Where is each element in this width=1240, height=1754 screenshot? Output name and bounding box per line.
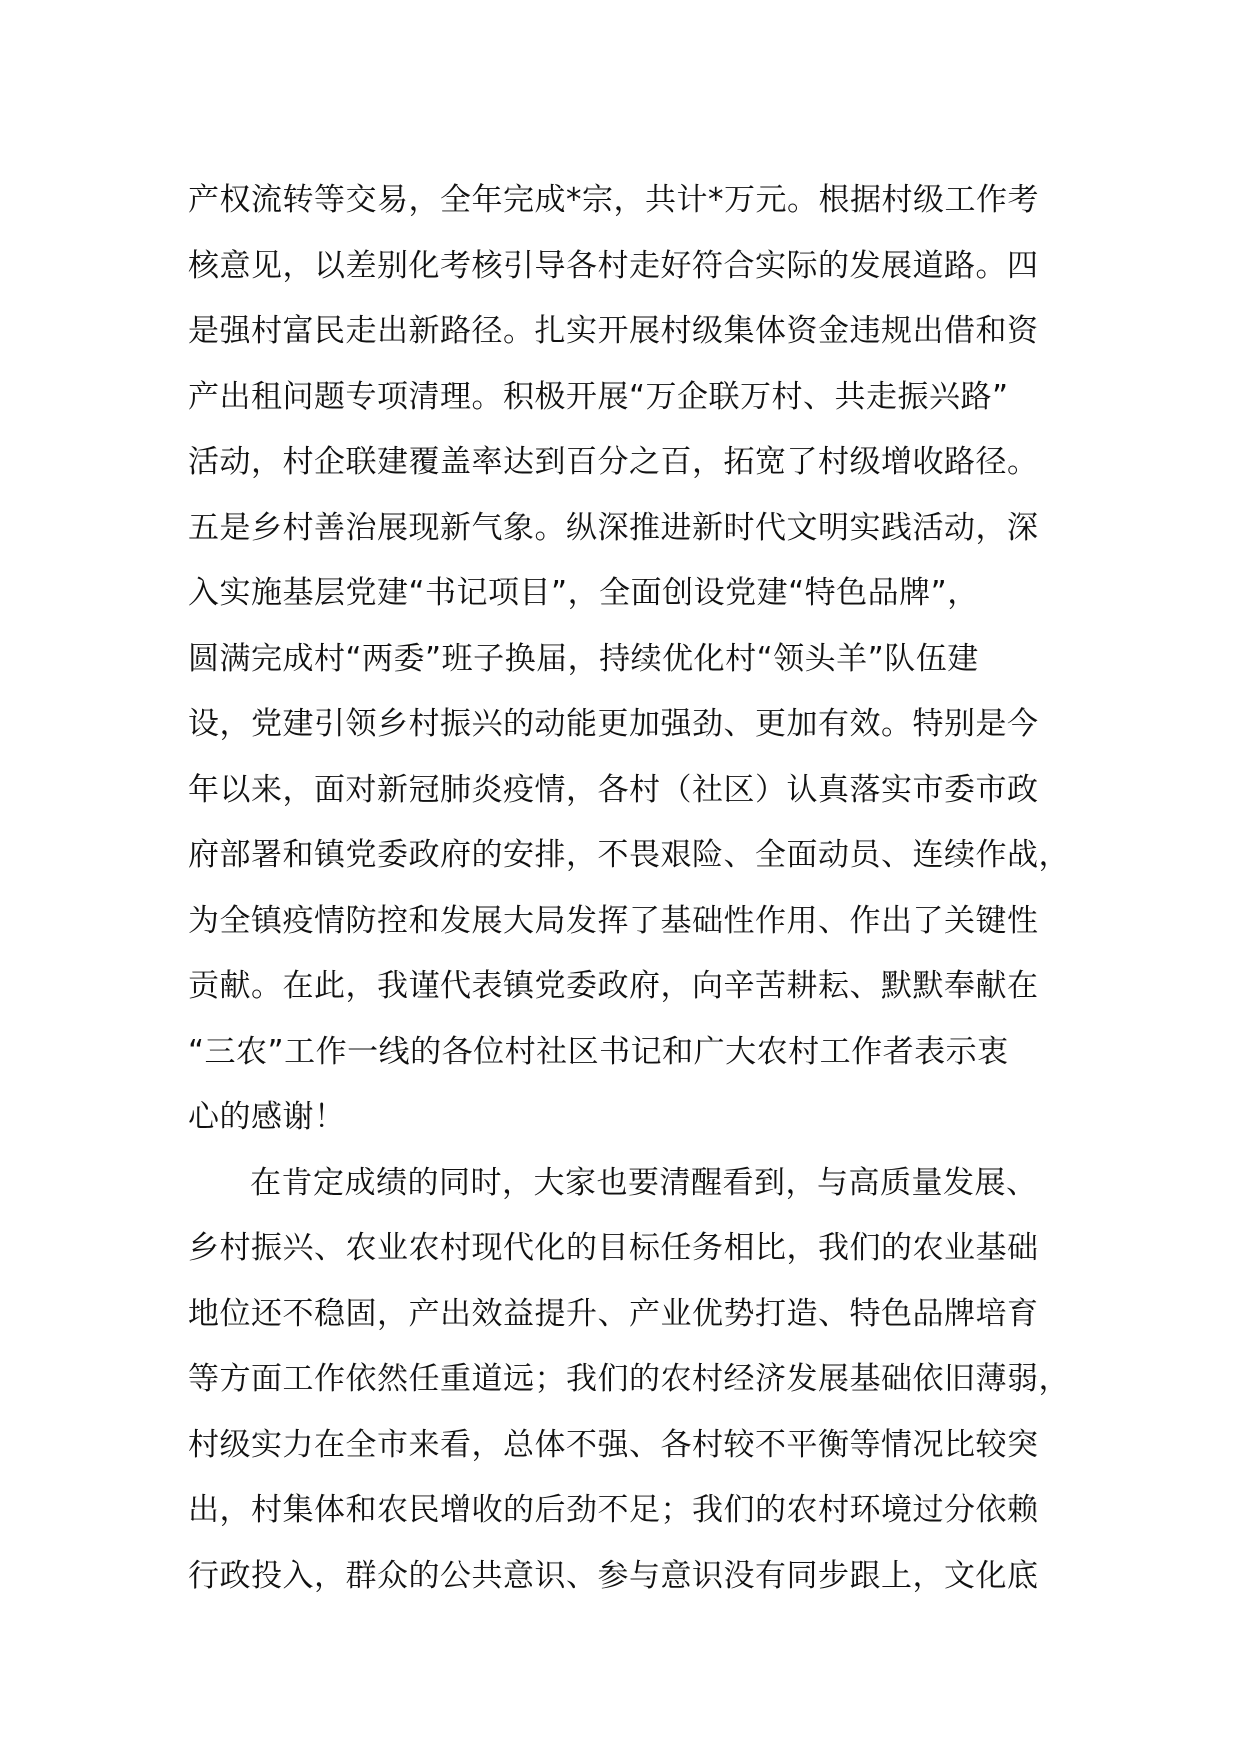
- text-line: 活动，村企联建覆盖率达到百分之百，拓宽了村级增收路径。: [188, 444, 1039, 480]
- text-line: 年以来，面对新冠肺炎疫情，各村（社区）认真落实市委市政: [188, 771, 1039, 808]
- text-line: 五是乡村善治展现新气象。纵深推进新时代文明实践活动，深: [188, 509, 1039, 546]
- text-line: 圆满完成村“两委”班子换届，持续优化村“领头羊”队伍建: [188, 640, 979, 677]
- text-line: 为全镇疫情防控和发展大局发挥了基础性作用、作出了关键性: [188, 902, 1039, 939]
- paragraph-first-line: 在肯定成绩的同时，大家也要清醒看到，与高质量发展、: [250, 1164, 1038, 1201]
- text-line: 乡村振兴、农业农村现代化的目标任务相比，我们的农业基础: [188, 1230, 1039, 1266]
- text-line: 行政投入，群众的公共意识、参与意识没有同步跟上，文化底: [188, 1557, 1039, 1594]
- text-line: 是强村富民走出新路径。扎实开展村级集体资金违规出借和资: [188, 313, 1039, 349]
- text-line: 心的感谢！: [188, 1099, 346, 1135]
- text-line: 贡献。在此，我谨代表镇党委政府，向辛苦耕耘、默默奉献在: [188, 968, 1039, 1004]
- text-line: 设，党建引领乡村振兴的动能更加强劲、更加有效。特别是今: [188, 706, 1039, 742]
- text-line: “三农”工作一线的各位村社区书记和广大农村工作者表示衷: [188, 1033, 1009, 1070]
- text-line: 入实施基层党建“书记项目”，全面创设党建“特色品牌”，: [188, 575, 979, 611]
- text-line: 等方面工作依然任重道远；我们的农村经济发展基础依旧薄弱，: [188, 1361, 1070, 1397]
- text-line: 出，村集体和农民增收的后劲不足；我们的农村环境过分依赖: [188, 1492, 1039, 1528]
- text-line: 核意见，以差别化考核引导各村走好符合实际的发展道路。四: [188, 247, 1039, 284]
- body-text: [188, 168, 1068, 1609]
- text-line: 产权流转等交易，全年完成*宗，共计*万元。根据村级工作考: [188, 182, 1039, 218]
- text-line: 产出租问题专项清理。积极开展“万企联万村、共走振兴路”: [188, 378, 1009, 415]
- text-line: 地位还不稳固，产出效益提升、产业优势打造、特色品牌培育: [188, 1295, 1039, 1332]
- text-line: 府部署和镇党委政府的安排，不畏艰险、全面动员、连续作战，: [188, 837, 1070, 873]
- text-line: 村级实力在全市来看，总体不强、各村较不平衡等情况比较突: [188, 1426, 1039, 1463]
